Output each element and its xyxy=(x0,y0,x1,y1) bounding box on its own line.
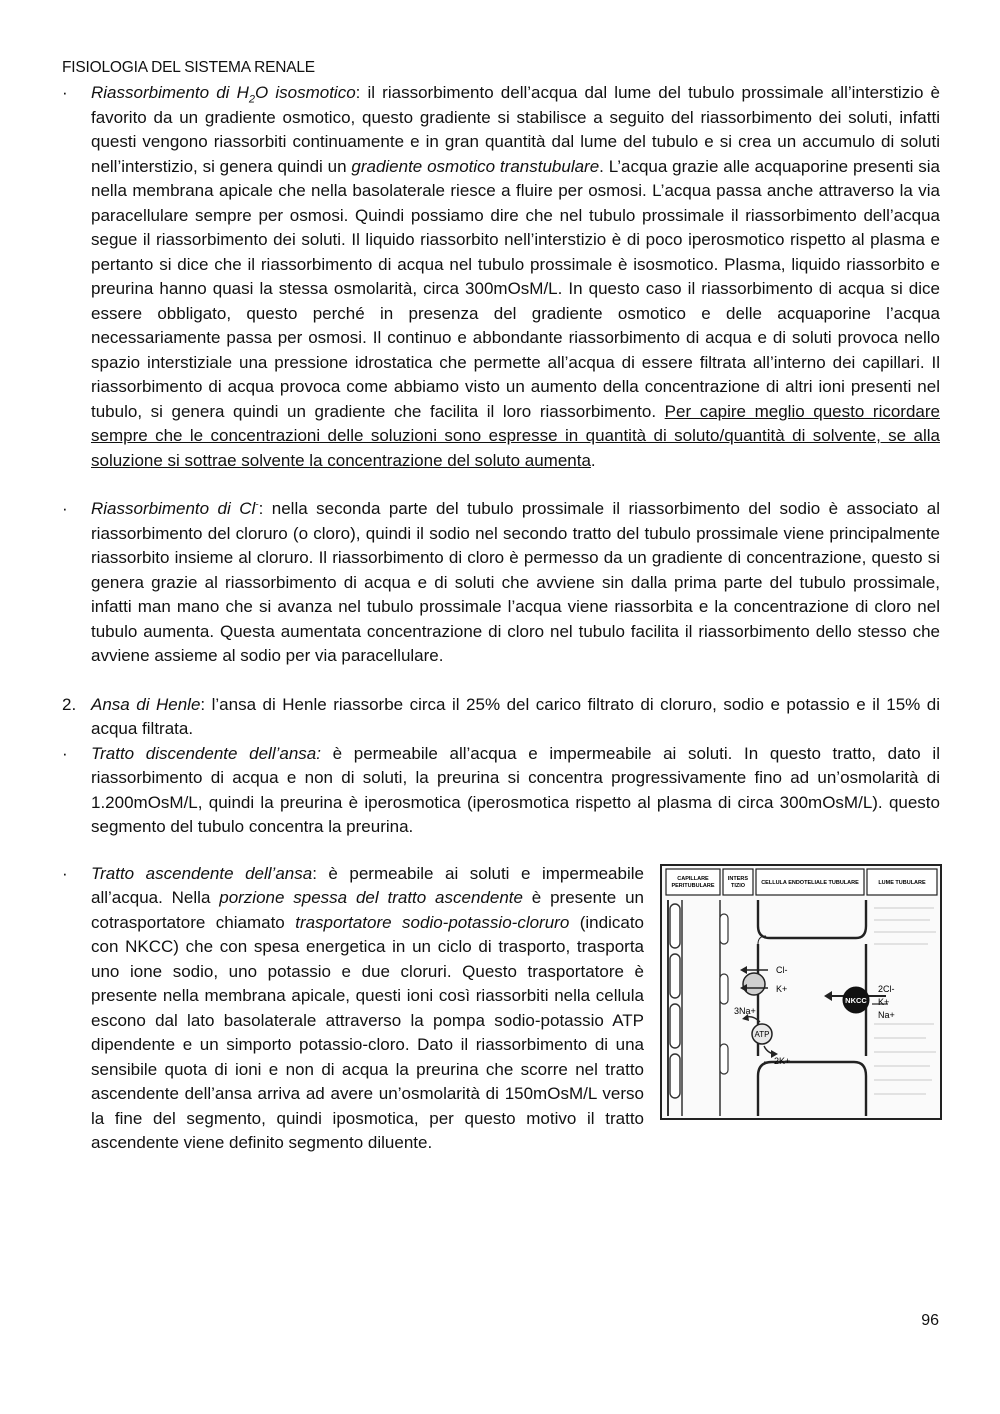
running-header: FISIOLOGIA DEL SISTEMA RENALE xyxy=(62,59,315,76)
section-h2o-reabsorption xyxy=(62,81,940,473)
label-nkcc: NKCC xyxy=(845,995,867,1005)
section-henle xyxy=(62,693,940,742)
header-capillare: CAPILLARE xyxy=(677,875,709,882)
cl-paragraph: Riassorbimento di Cl-: nella seconda parte del tubulo prossimale il riassorbimento del sodio è associato al riassorbimento del cloruro (o cloro), quindi il sodio nel secondo tratto del tubulo prossimale viene principalmente riassorbito insieme al cloruro. Il riassorbimento di cloro è permesso da un gradiente di concentrazione, questo si genera grazie al riassorbimento di acqua e di soluti che avviene sin dalla prima parte del tubulo prossimale, infatti man mano che si avanza nel tubulo prossimale l’acqua viene riassorbita e la concentrazione di cloro nel tubulo aumenta. Questa aumentata concentrazione di cloro nel tubulo facilita il riassorbimento dello stesso che avviene assieme al sodio per via paracellulare. xyxy=(91,499,940,665)
bullet-marker: · xyxy=(62,743,68,763)
henle-title: Ansa di Henle xyxy=(91,694,201,714)
header-interstizio-2: TIZIO xyxy=(730,882,746,889)
underlined-note: Per capire meglio questo ricordare sempre che le concentrazioni delle soluzioni sono espresse in quantità di soluto/quantità di solvente, se alla soluzione si sottrae solvente la concentrazione del soluto aumenta xyxy=(91,401,940,470)
header-lume: LUME TUBULARE xyxy=(878,879,926,886)
label-atp: ATP xyxy=(754,1029,770,1039)
bullet-marker: · xyxy=(62,863,68,883)
label-k-right: K+ xyxy=(878,996,890,1007)
bullet-marker: · xyxy=(62,499,68,518)
section-descending-limb xyxy=(62,742,940,840)
page-number: 96 xyxy=(921,1312,939,1329)
section-cl-reabsorption xyxy=(62,497,940,669)
section-ascending-limb xyxy=(62,862,940,1156)
header-interstizio-1: INTERS xyxy=(727,875,749,882)
h2o-title: Riassorbimento di $H_2O$ isosmotico xyxy=(91,83,356,106)
label-k-left: K+ xyxy=(776,983,788,994)
label-2k: 2K+ xyxy=(774,1055,791,1066)
h2o-paragraph: Riassorbimento di $H_2O$ isosmotico: il riassorbimento dell’acqua dal lume del tubulo prossimale all’interstizio è favorito da un gradiente osmotico, questo gradiente si stabilisce a seguito del riassorbimento dei soluti, infatti questi vengono riassorbiti continuamente e in gran quantità dal lume del tubulo e si crea un accumulo di soluti nell’interstizio, si genera quindi un gradiente osmotico transtubulare. L’acqua grazie alle acquaporine presenti sia nella membrana apicale che nella basolaterale riesce a fluire per osmosi. L’acqua passa anche attraverso la via paracellulare sempre per osmosi. Quindi possiamo dire che nel tubulo prossimale il riassorbimento dell’acqua segue il riassorbimento dei soluti. Il liquido riassorbito nell’interstizio è di poco iperosmotico rispetto al plasma e pertanto si dice che il riassorbimento di acqua nel tubulo prossimale è isosmotico. Plasma, liquido riassorbito e preurina hanno quasi la stessa osmolarità, circa 300mOsM/L. In questo caso il riassorbimento di acqua si dice essere obbligato, questo perché in presenza del gradiente osmotico e delle acquaporine l’acqua necessariamente passa per osmosi. Il continuo e abbondante riassorbimento di acqua e di soluti provoca nello spazio interstiziale una pressione idrostatica che permette all’acqua di essere filtrata all’interno dei capillari. Il riassorbimento di acqua provoca come abbiamo visto un aumento della concentrazione di altri ioni presenti nel tubulo, si genera quindi un gradiente che facilita il loro riassorbimento. Per capire meglio questo ricordare sempre che le concentrazioni delle soluzioni sono espresse in quantità di soluto/quantità di solvente, se alla soluzione si sottrae solvente la concentrazione del soluto aumenta. xyxy=(91,83,941,470)
label-na-right: Na+ xyxy=(878,1009,895,1020)
ascending-paragraph: Tratto ascendente dell’ansa: è permeabile ai soluti e impermeabile all’acqua. Nella porzione spessa del tratto ascendente è presente un cotrasportatore chiamato trasportatore sodio-potassio-cloruro (indicato con NKCC) che con spesa energetica in un ciclo di trasporto, trasporta uno ione sodio, uno potassio e due cloruri. Questo trasportatore è presente nella membrana apicale, questi ioni così riassorbiti nella cellula escono dal lato basolaterale attraverso la pompa sodio-potassio ATP dipendente e un simporto potassio-cloro. Dato il riassorbimento di una sensibile quota di ioni e non di acqua la preurina che scorre nel tratto ascendente dell’ansa arriva ad avere un’osmolarità di 150mOsM/L verso la fine del segmento, quindi iposmotica, per questo motivo il tratto ascendente viene definito segmento diluente. xyxy=(91,863,644,1152)
label-cl-left: Cl- xyxy=(776,964,788,975)
page-content xyxy=(62,58,940,1156)
list-number: 2. xyxy=(62,694,77,714)
label-2cl: 2Cl- xyxy=(878,983,895,994)
nkcc-transport-figure xyxy=(660,864,942,1120)
descending-paragraph: Tratto discendente dell’ansa: è permeabile all’acqua e impermeabile ai soluti. In questo tratto, dato il riassorbimento di acqua e non di soluti, la preurina si concentra progressivamente fino ad un’osmolarità di 1.200mOsM/L, quindi la preurina è iperosmotica (iperosmotica rispetto al plasma di circa 300mOsM/L). questo segmento del tubulo concentra la preurina. xyxy=(91,743,940,836)
ascending-title: Tratto ascendente dell’ansa xyxy=(91,863,313,883)
henle-paragraph: Ansa di Henle: l’ansa di Henle riassorbe circa il 25% del carico filtrato di cloruro, sodio e potassio e il 15% di acqua filtrata. xyxy=(91,694,941,738)
header-peritubulare: PERITUBULARE xyxy=(671,882,715,889)
bullet-marker: · xyxy=(62,83,68,102)
descending-title: Tratto discendente dell’ansa: xyxy=(91,743,321,763)
header-cellula: CELLULA ENDOTELIALE TUBULARE xyxy=(761,879,859,886)
cl-title: Riassorbimento di Cl- xyxy=(91,499,259,518)
label-3na: 3Na+ xyxy=(734,1005,756,1016)
